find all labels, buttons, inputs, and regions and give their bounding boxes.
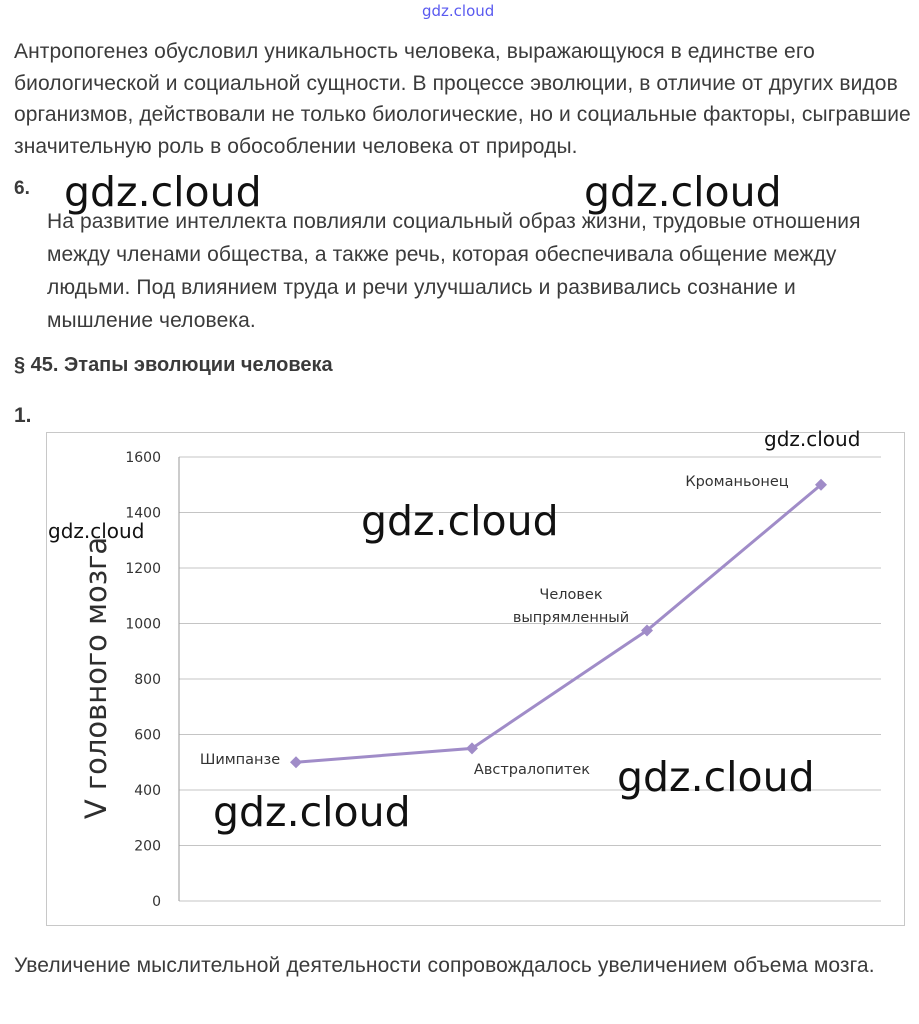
category-label: Австралопитек bbox=[473, 762, 591, 778]
y-tick-label: 1000 bbox=[125, 616, 161, 633]
item-6-text: На развитие интеллекта повлияли социальный образ жизни, трудовые отношения между членами общества, а также речь, которая обеспечивала общение между людьми. Под влиянием труда и речи улучшались и развивались сознание и мышление человека. bbox=[47, 210, 861, 332]
section-title: § 45. Этапы эволюции человека bbox=[14, 354, 333, 376]
y-axis-label: V головного мозга bbox=[79, 536, 113, 820]
watermark-top: gdz.cloud bbox=[422, 2, 495, 20]
category-label: выпрямленный bbox=[512, 610, 630, 626]
y-tick-label: 200 bbox=[134, 838, 161, 855]
conclusion-text: Увеличение мыслительной деятельности сопровождалось увеличением объема мозга. bbox=[14, 954, 875, 977]
watermark: gdz.cloud bbox=[361, 497, 559, 545]
y-tick-label: 0 bbox=[152, 894, 161, 910]
watermark: gdz.cloud bbox=[48, 519, 145, 543]
category-label: Человек bbox=[539, 587, 603, 603]
y-tick-label: 800 bbox=[134, 672, 161, 688]
watermark: gdz.cloud bbox=[617, 753, 815, 801]
y-tick-label: 1200 bbox=[125, 561, 161, 577]
watermark: gdz.cloud bbox=[64, 168, 262, 216]
category-label: Кроманьонец bbox=[685, 474, 789, 490]
y-tick-label: 600 bbox=[134, 727, 161, 744]
data-point bbox=[290, 756, 302, 768]
item-6-number: 6. bbox=[14, 178, 30, 199]
watermark: gdz.cloud bbox=[764, 427, 861, 451]
y-tick-label: 1400 bbox=[125, 505, 161, 522]
category-label: Шимпанзе bbox=[199, 752, 281, 768]
y-tick-label: 400 bbox=[134, 783, 161, 799]
watermark: gdz.cloud bbox=[213, 788, 411, 836]
watermark: gdz.cloud bbox=[584, 168, 782, 216]
y-tick-label: 1600 bbox=[125, 450, 161, 466]
intro-paragraph: Антропогенез обусловил уникальность человека, выражающуюся в единстве его биологической и социальной сущности. В процессе эволюции, в отличие от других видов организмов, действовали не только биологические, но и социальные факторы, сыгравшие значительную роль в обособлении человека от природы. bbox=[14, 40, 911, 158]
item-1-number: 1. bbox=[14, 404, 32, 427]
